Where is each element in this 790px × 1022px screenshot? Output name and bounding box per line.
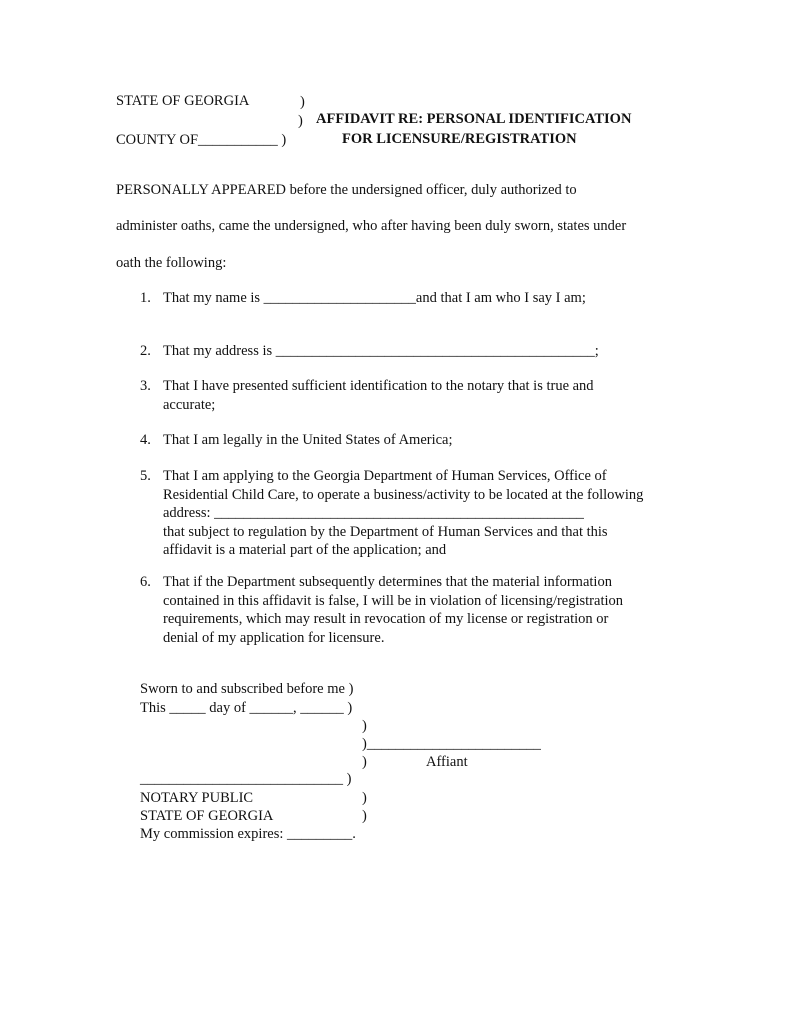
list-item-line: Residential Child Care, to operate a business/activity to be located at the following (163, 486, 644, 503)
list-item-line: that subject to regulation by the Department of Human Services and that this (163, 523, 608, 540)
list-item-line: address: ___________________________________________________ (163, 505, 584, 521)
item-number: 6. (140, 574, 151, 590)
list-item-line: affidavit is a material part of the application; and (163, 542, 447, 558)
notary-state-label: STATE OF GEORGIA (140, 808, 274, 824)
signature-paren: ) (362, 790, 367, 806)
list-item-line: denial of my application for licensure. (163, 629, 385, 646)
item-number: 1. (140, 290, 151, 306)
day-line: This _____ day of ______, ______ ) (140, 700, 353, 716)
item-number: 4. (140, 432, 151, 448)
list-item-line: That if the Department subsequently determines that the material information (163, 574, 612, 590)
intro-line: oath the following: (116, 255, 227, 271)
affiant-signature-line: )________________________ (362, 736, 541, 752)
header-paren: ) (298, 113, 303, 129)
state-label: STATE OF GEORGIA (116, 93, 250, 109)
list-item (163, 342, 599, 361)
signature-paren: ) (362, 718, 367, 734)
list-item-line: That I am legally in the United States of America; (163, 432, 453, 448)
list-item (163, 467, 643, 560)
item-number: 2. (140, 343, 151, 359)
list-item-line: requirements, which may result in revocation of my license or registration or (163, 611, 609, 627)
intro-line: administer oaths, came the undersigned, who after having been duly sworn, states under (116, 218, 627, 234)
list-item-line: That my address is ____________________________________________; (163, 343, 599, 359)
list-item (163, 573, 623, 647)
notary-public-label: NOTARY PUBLIC (140, 790, 254, 806)
list-item-line: That my name is _____________________and that I am who I say I am; (163, 290, 586, 306)
document-title: AFFIDAVIT RE: PERSONAL IDENTIFICATION (316, 111, 632, 127)
county-label: COUNTY OF___________ ) (116, 132, 287, 148)
intro-line: PERSONALLY APPEARED before the undersigned officer, duly authorized to (116, 182, 577, 198)
sworn-line: Sworn to and subscribed before me ) (140, 681, 354, 697)
list-item-line: contained in this affidavit is false, I will be in violation of licensing/registration (163, 592, 624, 609)
signature-paren: ) (362, 808, 367, 824)
list-item-line: That I am applying to the Georgia Department of Human Services, Office of (163, 468, 607, 484)
notary-signature-line: ____________________________ ) (140, 771, 352, 787)
item-number: 5. (140, 468, 151, 484)
affiant-label: Affiant (426, 754, 468, 770)
signature-paren: ) (362, 754, 367, 770)
list-item-line: accurate; (163, 396, 216, 413)
header-paren: ) (300, 94, 305, 110)
list-item (163, 377, 594, 414)
document-subtitle: FOR LICENSURE/REGISTRATION (342, 131, 577, 147)
item-number: 3. (140, 378, 151, 394)
list-item (163, 431, 453, 450)
list-item-line: That I have presented sufficient identification to the notary that is true and (163, 378, 594, 394)
list-item (163, 289, 586, 308)
commission-expires: My commission expires: _________. (140, 826, 356, 842)
